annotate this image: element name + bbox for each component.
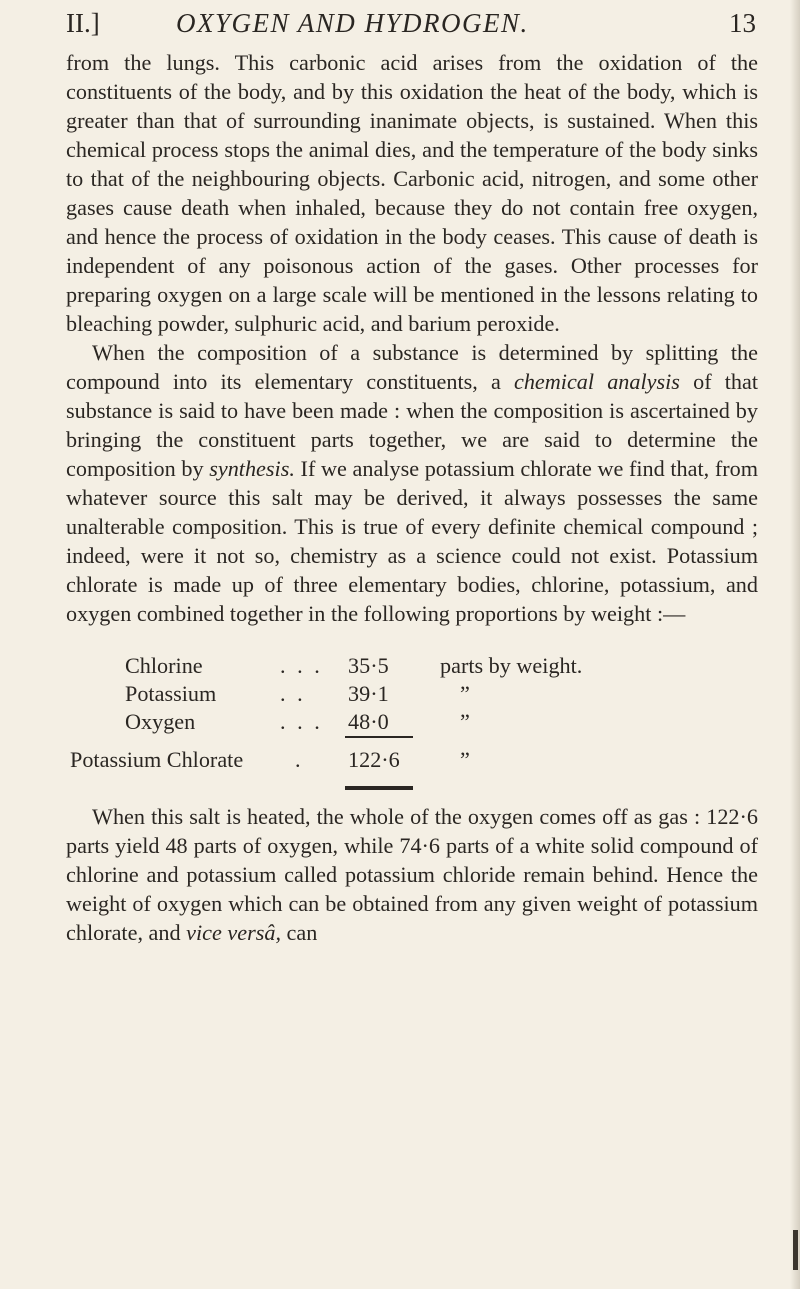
element-name: Oxygen bbox=[125, 709, 196, 734]
ditto-mark: ” bbox=[460, 747, 470, 772]
continuation-text bbox=[66, 802, 758, 947]
leader-dots: . . bbox=[280, 681, 306, 706]
page-edge-shadow bbox=[790, 0, 800, 1289]
table-row bbox=[125, 680, 725, 708]
paragraph-analysis: When the composition of a substance is determined by splitting the compound into its elementary constituents, a chemical analysis of that substance is said to have been made : when the composition is ascertained by bringing the constituent parts together, we are said to determine the composition by synthesis. If we analyse potassium chlorate we find that, from whatever source this salt may be derived, it always possesses the same unalterable composition. This is true of every definite chemical compound ; indeed, were it not so, chemistry as a science could not exist. Potassium chlorate is made up of three elementary bodies, chlorine, potassium, and oxygen combined together in the following proportions by weight :— bbox=[66, 340, 759, 626]
paragraph-oxidation: from the lungs. This carbonic acid arises from the oxidation of the constituents of the body, and by this oxidation the heat of the body, which is greater than that of surrounding inanimate objects, is sustained. When this chemical process stops the animal dies, and the temperature of the body sinks to that of the neighbouring objects. Carbonic acid, nitrogen, and some other gases cause death when inhaled, because they do not contain free oxygen, and hence the process of oxidation in the body ceases. This cause of death is independent of any poisonous action of the gases. Other processes for preparing oxygen on a large scale will be mentioned in the lessons relating to bleaching powder, sulphuric acid, and barium peroxide. bbox=[66, 50, 758, 336]
term-chemical-analysis: chemical analysis bbox=[513, 369, 680, 394]
ditto-mark: ” bbox=[460, 709, 470, 734]
element-name: Potassium bbox=[125, 681, 217, 706]
element-weight: 35·5 bbox=[348, 653, 389, 678]
element-weight: 39·1 bbox=[348, 681, 389, 706]
compound-name: Potassium Chlorate bbox=[70, 747, 244, 772]
paragraph-heating: When this salt is heated, the whole of the oxygen comes off as gas : 122·6 parts yield 48 parts of oxygen, while 74·6 parts of a white solid compound of chlorine and potassium called potassium chloride remain behind. Hence the weight of oxygen which can be obtained from any given weight of potassium chlorate, and vice versâ, can bbox=[66, 804, 758, 945]
term-synthesis: synthesis. bbox=[209, 456, 295, 481]
table-row bbox=[125, 652, 725, 680]
leader-dots: . . . bbox=[280, 709, 323, 734]
total-double-rule bbox=[345, 786, 413, 790]
table-total-row bbox=[70, 746, 670, 774]
leader-dots: . bbox=[295, 747, 304, 772]
page-number: 13 bbox=[729, 8, 756, 38]
element-name: Chlorine bbox=[125, 653, 203, 678]
table-row bbox=[125, 708, 725, 736]
page-edge-mark bbox=[793, 1230, 798, 1270]
main-text bbox=[66, 48, 758, 628]
chapter-marker: II.] bbox=[66, 8, 100, 38]
element-weight: 48·0 bbox=[348, 709, 389, 734]
running-head bbox=[66, 8, 756, 48]
composition-table bbox=[70, 652, 725, 772]
running-title: OXYGEN AND HYDROGEN. bbox=[176, 8, 529, 38]
leader-dots: . . . bbox=[280, 653, 323, 678]
term-vice-versa: vice versâ, bbox=[186, 920, 281, 945]
ditto-mark: ” bbox=[460, 681, 470, 706]
compound-weight: 122·6 bbox=[348, 747, 400, 772]
unit-label: parts by weight. bbox=[440, 653, 583, 678]
sum-rule bbox=[345, 736, 413, 738]
